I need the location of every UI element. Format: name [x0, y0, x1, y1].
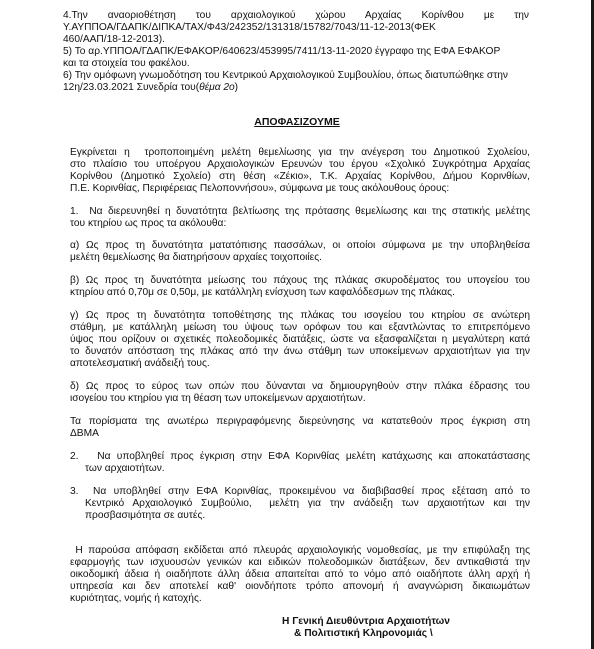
doc-line: Υ.ΑΥΠΠΟΑ/ΓΔΑΠΚ/ΔΙΠΚΑ/ΤΑΧ/Φ43/242352/131318/15782/7043/11-12-2013(ΦΕΚ [63, 22, 436, 33]
doc-line [63, 82, 238, 94]
doc-line: ΔΒΜΑ [70, 428, 99, 439]
doc-line: 460/ΑΑΠ/18-12-2013). [63, 34, 165, 45]
doc-line: εφαρμογής των ισχυουσών γενικών και ειδικών πολεοδομικών διατάξεων, δεν αντικαθιστά την [70, 557, 530, 568]
doc-line: Κορίνθου (Δημοτικό Σχολείο) στη θέση «Ζέκιο», Τ.Κ. Αρχαίας Κορίνθου, Δήμου Κορινθίων, [70, 171, 530, 182]
sub-item-a: α) Ως προς τη δυνατότητα ματατόπισης πασσάλων, οι οποίοι σύμφωνα με την υποβληθείσα [70, 240, 530, 251]
list-item-2: 2. Να υποβληθεί προς έγκριση στην ΕΦΑ Κορινθίας μελέτη κατάχωσης και αποκατάστασης [70, 451, 530, 462]
doc-line: 5) Το αρ.ΥΠΠΟΑ/ΓΔΑΠΚ/ΕΦΑΚΟΡ/640623/453995/7411/13-11-2020 έγγραφο της ΕΦΑ ΕΦΑΚΟΡ [63, 46, 501, 57]
list-item-3: 3. Να υποβληθεί στην ΕΦΑ Κορινθίας, προκειμένου να διαβιβασθεί προς εξέταση από το [70, 486, 530, 497]
signature-title-2: & Πολιτιστική Κληρονομιάς \ [294, 628, 433, 639]
sub-item-b: β) Ως προς τη δυνατότητα μείωσης του πάχους της πλάκας σκυροδέματος του υπογείου του [70, 275, 530, 286]
signature-title-1: Η Γενική Διευθύντρια Αρχαιοτήτων [282, 616, 450, 627]
list-item-1: 1. Να διερευνηθεί η δυνατότητα βελτίωσης της πρότασης θεμελίωσης και της στατικής μελέτης [70, 206, 530, 217]
doc-line: του κτηρίου ως προς τα ακόλουθα: [70, 218, 227, 229]
doc-text: 12η/23.03.2021 Συνεδρία του( [63, 82, 200, 93]
doc-line: στάθμη, με κατάλληλη μείωση του ύψους των ορόφων του και εξαντλώντας το επιτρεπόμενο [70, 322, 530, 333]
doc-line: κυριότητας, νομής ή κατοχής. [70, 593, 202, 604]
doc-line: Κεντρικό Αρχαιολογικό Συμβούλιο, μελέτη για την ανάδειξη των αρχαιοτήτων και την [85, 498, 530, 509]
doc-line: υπηρεσία και δεν αποτελεί καθ' οιονδήποτε τρόπο απονομή ή αναγνώριση δικαιωμάτων [70, 581, 530, 592]
sub-item-g: γ) Ως προς τη δυνατότητα τοποθέτησης της πλάκας του ισογείου του κτηρίου σε ανώτερη [70, 310, 530, 321]
closing-paragraph: Η παρούσα απόφαση εκδίδεται από πλευράς αρχαιολογικής νομοθεσίας, με την επιφύλαξη της [70, 545, 530, 556]
doc-line: 6) Την ομόφωνη γνωμοδότηση του Κεντρικού Αρχαιολογικού Συμβουλίου, όπως διατυπώθηκε στην [63, 70, 509, 81]
doc-line: στο πλαίσιο του υποέργου Αρχαιολογικών Ερευνών του έργου «Σχολικό Συγκρότημα Αρχαίας [70, 159, 530, 170]
doc-text-italic: θέμα 2ο [199, 82, 235, 93]
doc-line: το δυνατόν απόσταση της πλάκας από την άνω στάθμη των υποκείμενων αρχαιοτήτων για την [70, 346, 530, 357]
doc-line: 4.Την αναοριοθέτηση του αρχαιολογικού χώρου Αρχαίας Κορίνθου με την [63, 10, 529, 21]
doc-line: μελέτη θεμελίωσης θα διατηρήσουν αρχαίες τοιχοποιίες. [70, 252, 322, 263]
doc-line: οικοδομική άδεια ή οιαδήποτε άλλη άδεια απαιτείται από το νόμο από οιαδήποτε άλλη αρχή ή [70, 569, 530, 580]
doc-line: των αρχαιοτήτων. [85, 463, 165, 474]
doc-line: και τα στοιχεία του φακέλου. [63, 58, 190, 69]
doc-line: ισογείου του κτηρίου για τη θέαση των υποκείμενων αρχαιοτήτων. [70, 393, 366, 404]
doc-line: αποτελεσματική ανάδειξή τους. [70, 358, 210, 369]
doc-line: κτηρίου από 0,70μ σε 0,50μ, με κατάλληλη ενίσχυση των καφαλόδεσμων της πλάκας. [70, 287, 455, 298]
doc-line: Εγκρίνεται η τροποποιημένη μελέτη θεμελίωσης για την ανέγερση του Δημοτικού Σχολείου, [70, 147, 530, 158]
doc-text: ) [234, 82, 239, 93]
sub-item-d: δ) Ως προς το εύρος των οπών που δύνανται να δημιουργηθούν στην πλάκα έδρασης του [70, 381, 530, 392]
doc-line: ύψος που ορίζουν οι σχετικές πολεοδομικές διατάξεις, ώστε να εξασφαλίζεται η μεγαλύτερη κατά [70, 334, 530, 345]
doc-line: Τα πορίσματα της ανωτέρω περιγραφόμενης διερεύνησης να κατατεθούν προς έγκριση στη [70, 416, 530, 427]
doc-line: Π.Ε. Κορινθίας, Περιφέρειας Πελοποννήσου», σύμφωνα με τους ακόλουθους όρους: [70, 183, 450, 194]
section-title: ΑΠΟΦΑΣΙΖΟΥΜΕ [254, 116, 340, 128]
doc-line: προσβασιμότητα σε αυτές. [85, 510, 206, 521]
